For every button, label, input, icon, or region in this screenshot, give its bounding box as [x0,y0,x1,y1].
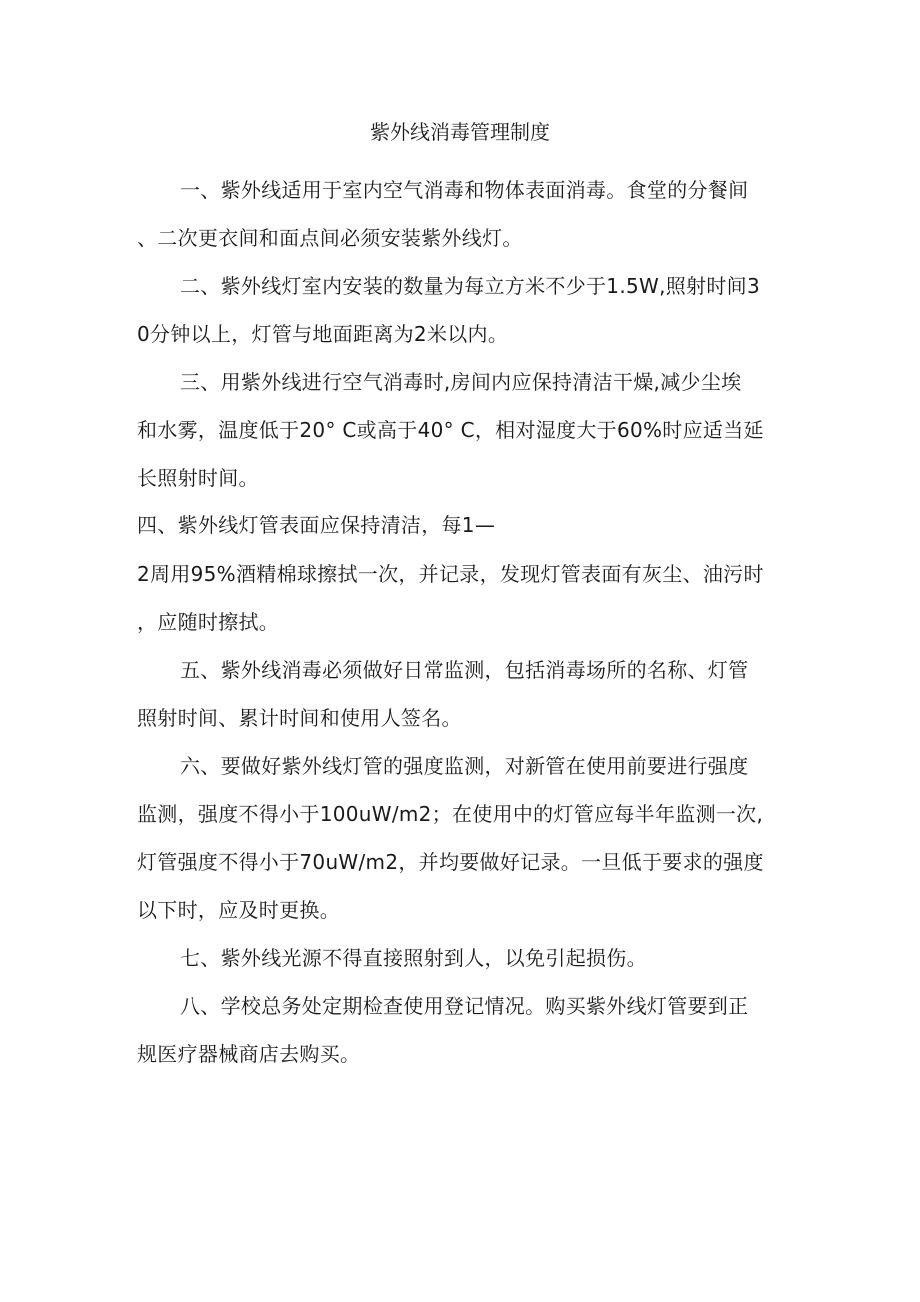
document-title: 紫外线消毒管理制度 [370,120,550,144]
paragraph-4-line-1: 四、紫外线灯管表面应保持清洁，每1— [137,513,496,537]
paragraph-2-line-1: 二、紫外线灯室内安装的数量为每立方米不少于1.5W,照射时间3 [180,274,760,298]
paragraph-8-line-2: 规医疗器械商店去购买。 [137,1042,361,1066]
paragraph-6-line-4: 以下时，应及时更换。 [137,898,340,922]
paragraph-8-line-1: 八、学校总务处定期检查使用登记情况。购买紫外线灯管要到正 [180,994,749,1018]
paragraph-7-line-1: 七、紫外线光源不得直接照射到人，以免引起损伤。 [180,946,647,970]
paragraph-1-line-1: 一、紫外线适用于室内空气消毒和物体表面消毒。食堂的分餐间 [180,178,749,202]
paragraph-6-line-2: 监测，强度不得小于100uW/m2；在使用中的灯管应每半年监测一次, [137,802,764,826]
paragraph-3-line-2: 和水雾，温度低于20° C或高于40° C，相对湿度大于60%时应适当延 [137,418,764,442]
paragraph-4-line-3: ，应随时擦拭。 [137,610,280,634]
paragraph-6-line-1: 六、要做好紫外线灯管的强度监测，对新管在使用前要进行强度 [180,754,749,778]
paragraph-3-line-1: 三、用紫外线进行空气消毒时,房间内应保持清洁干燥,减少尘埃 [180,370,742,394]
paragraph-3-line-3: 长照射时间。 [137,466,259,490]
paragraph-2-line-2: 0分钟以上，灯管与地面距离为2米以内。 [137,322,509,346]
paragraph-5-line-2: 照射时间、累计时间和使用人签名。 [137,706,462,730]
paragraph-6-line-3: 灯管强度不得小于70uW/m2，并均要做好记录。一旦低于要求的强度 [137,850,764,874]
paragraph-4-line-2: 2周用95%酒精棉球擦拭一次，并记录，发现灯管表面有灰尘、油污时 [137,562,764,586]
paragraph-1-line-2: 、二次更衣间和面点间必须安装紫外线灯。 [137,226,523,250]
paragraph-5-line-1: 五、紫外线消毒必须做好日常监测，包括消毒场所的名称、灯管 [180,658,749,682]
